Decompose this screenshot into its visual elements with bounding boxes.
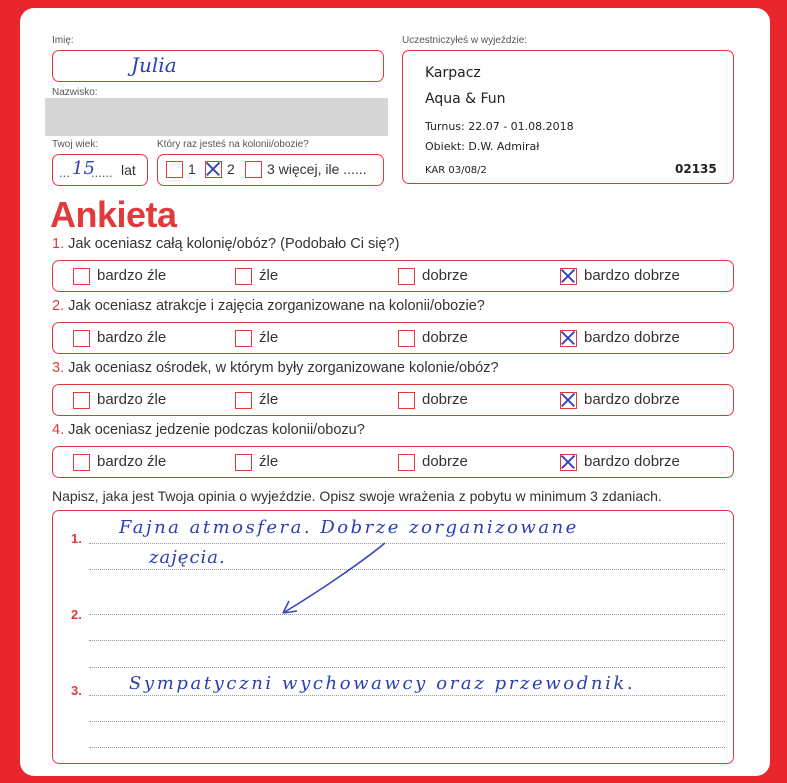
opinion-text-1a: Fajna atmosfera. Dobrze zorganizowane xyxy=(119,517,579,538)
survey-title: Ankieta xyxy=(50,194,177,235)
trip-turnus: Turnus: 22.07 - 01.08.2018 xyxy=(425,120,574,133)
rating-checkbox[interactable] xyxy=(73,268,90,285)
opinion-line xyxy=(89,667,725,668)
rating-option-label: bardzo dobrze xyxy=(584,453,680,470)
rating-checkbox[interactable] xyxy=(235,454,252,471)
rating-checkbox[interactable] xyxy=(73,392,90,409)
rating-checkbox[interactable] xyxy=(398,330,415,347)
question-1-text xyxy=(52,236,399,252)
rating-checkbox[interactable] xyxy=(398,268,415,285)
question-number: 1. xyxy=(52,236,65,252)
rating-checkbox[interactable] xyxy=(560,392,577,409)
rating-checkbox[interactable] xyxy=(235,392,252,409)
rating-option-label: bardzo źle xyxy=(97,391,167,408)
rating-option-label: źle xyxy=(259,391,279,408)
rating-checkbox[interactable] xyxy=(398,392,415,409)
trip-city: Karpacz xyxy=(425,65,481,81)
opinion-box[interactable] xyxy=(52,510,734,764)
which-time-option-2: 2 xyxy=(227,161,235,177)
rating-option-label: dobrze xyxy=(422,453,468,470)
question-label: Jak oceniasz jedzenie podczas kolonii/obozu? xyxy=(68,422,365,438)
question-4-options xyxy=(52,446,734,478)
question-2-text xyxy=(52,298,485,314)
opinion-num-3: 3. xyxy=(71,683,82,698)
which-time-checkbox-3[interactable] xyxy=(245,161,262,178)
question-number: 3. xyxy=(52,360,65,376)
rating-checkbox[interactable] xyxy=(398,454,415,471)
opinion-line xyxy=(89,569,725,570)
surname-redacted xyxy=(45,98,388,136)
which-time-field xyxy=(157,154,384,186)
age-dots-after: ...... xyxy=(91,165,113,180)
question-4-text xyxy=(52,422,365,438)
opinion-text-3: Sympatyczni wychowawcy oraz przewodnik. xyxy=(129,673,636,694)
rating-checkbox[interactable] xyxy=(235,268,252,285)
rating-option-label: dobrze xyxy=(422,391,468,408)
name-label: Imię: xyxy=(52,35,74,46)
rating-option-label: źle xyxy=(259,267,279,284)
trip-code: KAR 03/08/2 xyxy=(425,165,487,176)
rating-option-label: bardzo źle xyxy=(97,453,167,470)
arrow-icon xyxy=(273,539,393,619)
question-label: Jak oceniasz atrakcje i zajęcia zorganizowane na kolonii/obozie? xyxy=(68,298,485,314)
rating-option-label: bardzo dobrze xyxy=(584,329,680,346)
survey-sheet xyxy=(20,8,770,776)
trip-obiekt: Obiekt: D.W. Admirał xyxy=(425,140,540,153)
question-number: 4. xyxy=(52,422,65,438)
rating-option-label: bardzo dobrze xyxy=(584,267,680,284)
which-time-label: Który raz jesteś na kolonii/obozie? xyxy=(157,139,309,150)
question-1-options xyxy=(52,260,734,292)
age-label: Twoj wiek: xyxy=(52,139,99,150)
name-field[interactable] xyxy=(52,50,384,82)
rating-option-label: dobrze xyxy=(422,267,468,284)
opinion-line xyxy=(89,543,725,544)
rating-option-label: bardzo źle xyxy=(97,267,167,284)
rating-checkbox[interactable] xyxy=(560,454,577,471)
opinion-prompt: Napisz, jaka jest Twoja opinia o wyjeździe. Opisz swoje wrażenia z pobytu w minimum 3 zdaniach. xyxy=(52,488,662,504)
rating-option-label: źle xyxy=(259,453,279,470)
which-time-checkbox-1[interactable] xyxy=(166,161,183,178)
opinion-text-1b: zajęcia. xyxy=(149,547,226,568)
surname-label: Nazwisko: xyxy=(52,87,98,98)
rating-option-label: bardzo źle xyxy=(97,329,167,346)
opinion-line xyxy=(89,695,725,696)
rating-option-label: źle xyxy=(259,329,279,346)
rating-option-label: bardzo dobrze xyxy=(584,391,680,408)
opinion-line xyxy=(89,747,725,748)
trip-name: Aqua & Fun xyxy=(425,91,506,107)
which-time-option-1: 1 xyxy=(188,161,196,177)
rating-checkbox[interactable] xyxy=(73,454,90,471)
age-unit: lat xyxy=(121,162,136,178)
rating-checkbox[interactable] xyxy=(560,268,577,285)
question-label: Jak oceniasz ośrodek, w którym były zorganizowane kolonie/obóz? xyxy=(68,360,499,376)
age-field[interactable] xyxy=(52,154,148,186)
which-time-option-3: 3 więcej, ile ...... xyxy=(267,161,367,177)
opinion-num-1: 1. xyxy=(71,531,82,546)
opinion-num-2: 2. xyxy=(71,607,82,622)
opinion-line xyxy=(89,640,725,641)
trip-number: 02135 xyxy=(675,162,717,176)
trip-box xyxy=(402,50,734,184)
question-number: 2. xyxy=(52,298,65,314)
opinion-line xyxy=(89,614,725,615)
age-dots-before: ... xyxy=(59,165,70,180)
rating-checkbox[interactable] xyxy=(560,330,577,347)
age-value: 15 xyxy=(72,158,95,179)
which-time-checkbox-2[interactable] xyxy=(205,161,222,178)
rating-checkbox[interactable] xyxy=(235,330,252,347)
opinion-line xyxy=(89,721,725,722)
question-3-text xyxy=(52,360,499,376)
question-label: Jak oceniasz całą kolonię/obóz? (Podobało Ci się?) xyxy=(68,236,400,252)
name-value: Julia xyxy=(131,53,177,77)
question-3-options xyxy=(52,384,734,416)
rating-checkbox[interactable] xyxy=(73,330,90,347)
rating-option-label: dobrze xyxy=(422,329,468,346)
question-2-options xyxy=(52,322,734,354)
trip-label: Uczestniczyłeś w wyjeździe: xyxy=(402,35,528,46)
